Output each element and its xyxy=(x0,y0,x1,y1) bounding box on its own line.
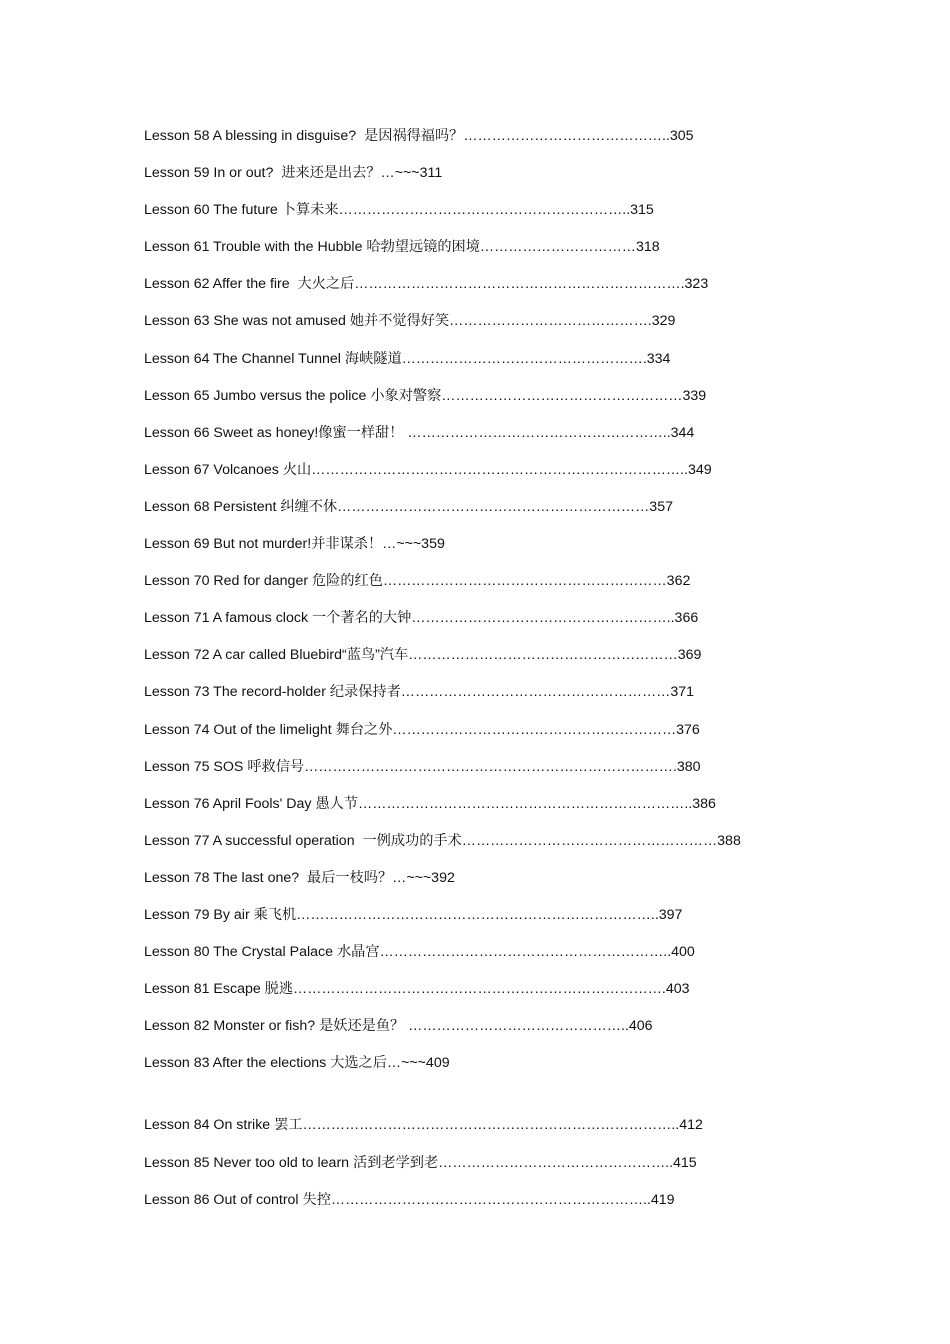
toc-entry-lesson-64 xyxy=(144,347,844,384)
toc-entry-text: Lesson 71 A famous clock 一个著名的大钟………………………………………………..366 xyxy=(144,610,699,627)
toc-entry-text: Lesson 77 A successful operation 一例成功的手术………………………………………………388 xyxy=(144,832,741,849)
toc-entry-lesson-85 xyxy=(144,1151,844,1188)
toc-entry-lesson-62 xyxy=(144,272,844,309)
toc-entry-text: Lesson 86 Out of control 失控…………………………………………………………..419 xyxy=(144,1191,675,1208)
toc-entry-text: Lesson 67 Volcanoes 火山……………………………………………………………………..349 xyxy=(144,461,712,478)
toc-entry-lesson-83 xyxy=(144,1051,844,1088)
table-of-contents xyxy=(144,124,844,1225)
toc-entry-text: Lesson 84 On strike 罢工……………………………………………………………………..412 xyxy=(144,1117,703,1134)
toc-entry-lesson-60 xyxy=(144,198,844,235)
toc-entry-lesson-74 xyxy=(144,718,844,755)
toc-entry-text: Lesson 66 Sweet as honey!像蜜一样甜！ ………………………………………………..344 xyxy=(144,424,695,441)
toc-entry-lesson-77 xyxy=(144,829,844,866)
toc-entry-lesson-59 xyxy=(144,161,844,198)
toc-entry-text: Lesson 62 Affer the fire 大火之后…………………………………………………………….323 xyxy=(144,276,709,293)
toc-entry-text: Lesson 59 In or out? 进来还是出去？…~~~311 xyxy=(144,165,443,182)
toc-entry-text: Lesson 63 She was not amused 她并不觉得好笑…………………………………….329 xyxy=(144,313,676,330)
toc-entry-text: Lesson 73 The record-holder 纪录保持者…………………………………………………371 xyxy=(144,684,695,701)
toc-entry-lesson-68 xyxy=(144,495,844,532)
toc-entry-lesson-78 xyxy=(144,866,844,903)
toc-entry-text: Lesson 64 The Channel Tunnel 海峡隧道…………………………………………….334 xyxy=(144,350,671,367)
toc-entry-text: Lesson 75 SOS 呼救信号…………………………………………………………………….380 xyxy=(144,758,701,775)
toc-entry-text: Lesson 81 Escape 脱逃…………………………………………………………………….403 xyxy=(144,981,690,998)
toc-entry-lesson-79 xyxy=(144,903,844,940)
toc-entry-lesson-76 xyxy=(144,792,844,829)
toc-entry-text: Lesson 60 The future 卜算未来……………………………………………………..315 xyxy=(144,202,654,219)
toc-entry-lesson-61 xyxy=(144,235,844,272)
toc-entry-text: Lesson 65 Jumbo versus the police 小象对警察……………………………………………339 xyxy=(144,387,707,404)
toc-entry-text: Lesson 68 Persistent 纠缠不休…………………………………………………………357 xyxy=(144,498,673,515)
toc-entry-lesson-71 xyxy=(144,606,844,643)
toc-entry-lesson-67 xyxy=(144,458,844,495)
toc-entry-lesson-84 xyxy=(144,1113,844,1150)
toc-entry-text: Lesson 69 But not murder!并非谋杀！…~~~359 xyxy=(144,536,445,553)
toc-entry-text: Lesson 82 Monster or fish? 是妖还是鱼？ ………………………………………..406 xyxy=(144,1018,653,1035)
toc-entry-lesson-63 xyxy=(144,309,844,346)
toc-entry-text: Lesson 70 Red for danger 危险的红色……………………………………………………362 xyxy=(144,573,691,590)
toc-entry-text: Lesson 78 The last one? 最后一枝吗？…~~~392 xyxy=(144,869,455,886)
toc-entry-text: Lesson 72 A car called Bluebird“蓝鸟”汽车…………………………………………………369 xyxy=(144,647,702,664)
toc-entry-lesson-66 xyxy=(144,421,844,458)
toc-entry-text: Lesson 61 Trouble with the Hubble 哈勃望远镜的困境……………………………318 xyxy=(144,239,660,256)
toc-entry-text: Lesson 79 By air 乘飞机…………………………………………………………………..397 xyxy=(144,906,683,923)
toc-entry-lesson-80 xyxy=(144,940,844,977)
toc-entry-lesson-69 xyxy=(144,532,844,569)
toc-entry-text: Lesson 58 A blessing in disguise? 是因祸得福吗？……………………………………..305 xyxy=(144,128,694,144)
toc-entry-lesson-73 xyxy=(144,680,844,717)
toc-entry-lesson-81 xyxy=(144,977,844,1014)
toc-entry-text: Lesson 83 After the elections 大选之后…~~~409 xyxy=(144,1055,450,1072)
toc-entry-text: Lesson 76 April Fools' Day 愚人节……………………………………………………………..386 xyxy=(144,795,716,812)
toc-entry-text: Lesson 74 Out of the limelight 舞台之外……………………………………………………376 xyxy=(144,721,700,738)
toc-entry-lesson-86 xyxy=(144,1188,844,1225)
toc-entry-lesson-70 xyxy=(144,569,844,606)
toc-entry-lesson-65 xyxy=(144,384,844,421)
toc-entry-lesson-58 xyxy=(144,124,844,161)
toc-entry-lesson-72 xyxy=(144,643,844,680)
toc-entry-text: Lesson 85 Never too old to learn 活到老学到老…………………………………………..415 xyxy=(144,1154,697,1171)
toc-entry-lesson-82 xyxy=(144,1014,844,1051)
toc-entry-text: Lesson 80 The Crystal Palace 水晶宫……………………………………………………..400 xyxy=(144,944,695,961)
toc-entry-lesson-75 xyxy=(144,755,844,792)
